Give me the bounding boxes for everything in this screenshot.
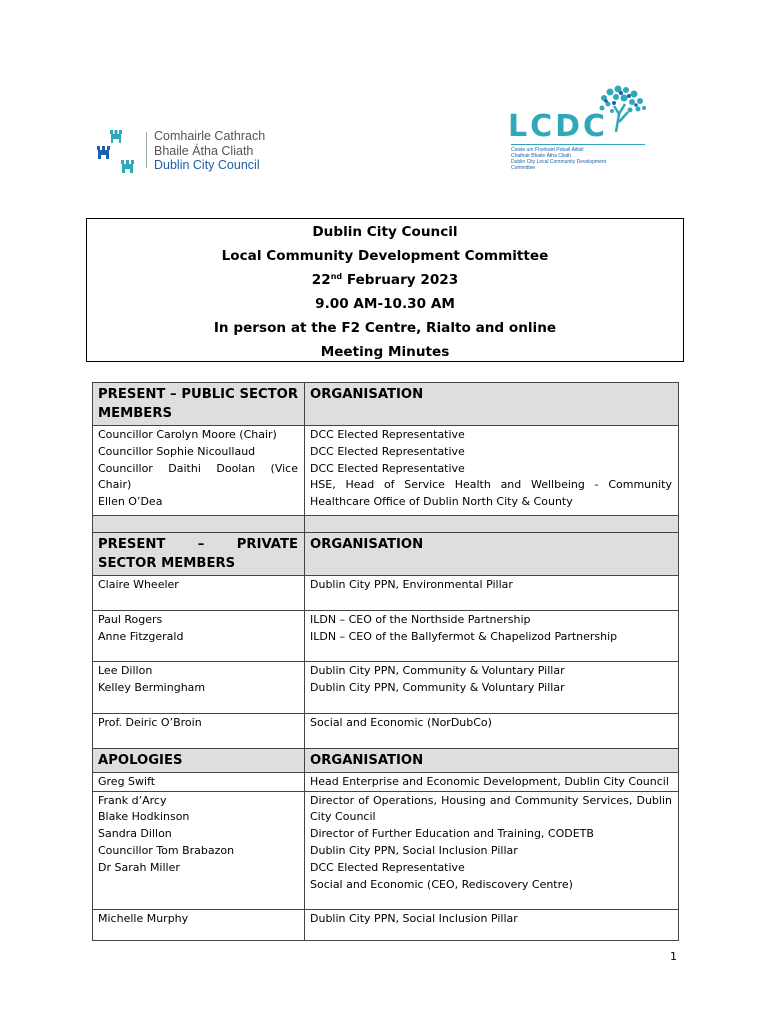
dcc-logo-text bbox=[154, 129, 265, 173]
member-organisation: Dublin City PPN, Environmental Pillar bbox=[310, 577, 513, 591]
lcdc-wordmark: LCDC bbox=[508, 109, 609, 144]
title-org: Dublin City Council bbox=[312, 224, 458, 240]
table-row bbox=[93, 575, 679, 610]
title-time: 9.00 AM-10.30 AM bbox=[315, 296, 455, 312]
member-name: Blake Hodkinson bbox=[98, 810, 190, 824]
attendance-table-body bbox=[93, 383, 679, 941]
member-organisation: DCC Elected Representative bbox=[310, 428, 465, 441]
spacer-cell bbox=[305, 515, 679, 532]
organisation-header: ORGANISATION bbox=[305, 383, 679, 426]
castles-icon bbox=[96, 126, 140, 176]
member-name: Frank d’Arcy bbox=[98, 793, 167, 807]
member-name: Ellen O’Dea bbox=[98, 495, 163, 509]
date-suffix: nd bbox=[330, 272, 343, 281]
date-rest: February 2023 bbox=[342, 272, 459, 288]
table-row bbox=[93, 426, 679, 516]
member-organisation: Dublin City PPN, Community & Voluntary Pillar bbox=[310, 664, 565, 678]
member-name: Greg Swift bbox=[98, 774, 156, 788]
organisation-cell bbox=[305, 713, 679, 748]
member-names-cell bbox=[93, 772, 305, 791]
table-row bbox=[93, 910, 679, 941]
organisation-cell bbox=[305, 910, 679, 941]
page-number: 1 bbox=[670, 950, 677, 963]
table-row bbox=[93, 610, 679, 662]
member-name: Michelle Murphy bbox=[98, 912, 189, 926]
section-header-apologies bbox=[93, 748, 679, 772]
member-name: Prof. Deiric O’Broin bbox=[98, 715, 202, 729]
spacer-cell bbox=[93, 515, 305, 532]
dcc-logo-line3: Dublin City Council bbox=[154, 158, 260, 172]
member-organisation: ILDN – CEO of the Ballyfermot & Chapelizod Partnership bbox=[310, 629, 618, 643]
meeting-title-box bbox=[86, 218, 684, 362]
title-location: In person at the F2 Centre, Rialto and online bbox=[213, 320, 557, 336]
section-header-private bbox=[93, 532, 679, 575]
title-doc-type: Meeting Minutes bbox=[320, 344, 450, 360]
section-spacer-row bbox=[93, 515, 679, 532]
member-organisation: DCC Elected Representative bbox=[310, 461, 465, 475]
lcdc-logo-subtitle bbox=[511, 147, 606, 171]
member-organisation: Social and Economic (CEO, Rediscovery Centre) bbox=[310, 877, 573, 891]
member-name: Kelley Bermingham bbox=[98, 681, 206, 695]
organisation-cell bbox=[305, 791, 679, 910]
organisation-header: ORGANISATION bbox=[305, 748, 679, 772]
date-day: 22 bbox=[311, 272, 331, 288]
organisation-cell bbox=[305, 575, 679, 610]
organisation-cell bbox=[305, 662, 679, 714]
member-name: Lee Dillon bbox=[98, 664, 153, 678]
organisation-cell bbox=[305, 772, 679, 791]
dublin-city-council-logo bbox=[96, 126, 296, 176]
table-row bbox=[93, 772, 679, 791]
title-committee: Local Community Development Committee bbox=[221, 248, 549, 264]
member-organisation: Head Enterprise and Economic Development, Dublin City Council bbox=[310, 774, 669, 788]
member-names-cell bbox=[93, 910, 305, 941]
member-names-cell bbox=[93, 610, 305, 662]
dcc-logo-line2: Bhaile Átha Cliath bbox=[154, 143, 254, 158]
member-name: Anne Fitzgerald bbox=[98, 629, 184, 643]
table-row bbox=[93, 662, 679, 714]
member-organisation: DCC Elected Representative bbox=[310, 860, 465, 874]
member-names-cell bbox=[93, 662, 305, 714]
section-title: PRESENT – PRIVATE SECTOR MEMBERS bbox=[93, 532, 305, 575]
member-names-cell bbox=[93, 713, 305, 748]
section-title: APOLOGIES bbox=[93, 748, 305, 772]
attendance-table bbox=[92, 382, 679, 941]
member-name: Dr Sarah Miller bbox=[98, 860, 180, 874]
member-name: Councillor Daithi Doolan (Vice Chair) bbox=[98, 461, 298, 492]
lcdc-sub-line1: Coiste um Fhorbairt Pobail Áitiúil bbox=[511, 147, 584, 153]
lcdc-sub-line3: Dublin City Local Community Development bbox=[511, 159, 607, 165]
table-row bbox=[93, 713, 679, 748]
member-organisation: Dublin City PPN, Community & Voluntary Pillar bbox=[310, 681, 565, 695]
section-header-public bbox=[93, 383, 679, 426]
member-organisation: HSE, Head of Service Health and Wellbeing - Community Healthcare Office of Dublin North City & County bbox=[310, 478, 672, 509]
lcdc-sub-line4: Committee bbox=[511, 165, 536, 171]
member-organisation: Dublin City PPN, Social Inclusion Pillar bbox=[310, 912, 518, 926]
member-organisation: Director of Further Education and Training, CODETB bbox=[310, 827, 594, 841]
member-name: Claire Wheeler bbox=[98, 577, 179, 591]
lcdc-logo-rule bbox=[511, 144, 645, 145]
lcdc-logo bbox=[508, 84, 658, 178]
member-names-cell bbox=[93, 426, 305, 516]
organisation-cell bbox=[305, 610, 679, 662]
lcdc-sub-line2: Chathair Bhaile Átha Cliath bbox=[511, 153, 572, 159]
dcc-logo-line1: Comhairle Cathrach bbox=[154, 129, 266, 143]
organisation-header: ORGANISATION bbox=[305, 532, 679, 575]
member-names-cell bbox=[93, 575, 305, 610]
title-date bbox=[87, 268, 683, 292]
member-name: Councillor Carolyn Moore (Chair) bbox=[98, 428, 277, 441]
member-organisation: DCC Elected Representative bbox=[310, 444, 465, 458]
member-organisation: ILDN – CEO of the Northside Partnership bbox=[310, 612, 531, 626]
member-name: Councillor Sophie Nicoullaud bbox=[98, 444, 256, 458]
organisation-cell bbox=[305, 426, 679, 516]
member-name: Paul Rogers bbox=[98, 612, 163, 626]
member-organisation: Social and Economic (NorDubCo) bbox=[310, 715, 492, 729]
member-organisation: Director of Operations, Housing and Community Services, Dublin City Council bbox=[310, 793, 672, 824]
logo-divider bbox=[146, 132, 147, 168]
member-name: Sandra Dillon bbox=[98, 827, 172, 841]
member-name: Councillor Tom Brabazon bbox=[98, 843, 235, 857]
member-names-cell bbox=[93, 791, 305, 910]
section-title: PRESENT – PUBLIC SECTOR MEMBERS bbox=[93, 383, 305, 426]
table-row bbox=[93, 791, 679, 910]
member-organisation: Dublin City PPN, Social Inclusion Pillar bbox=[310, 843, 518, 857]
